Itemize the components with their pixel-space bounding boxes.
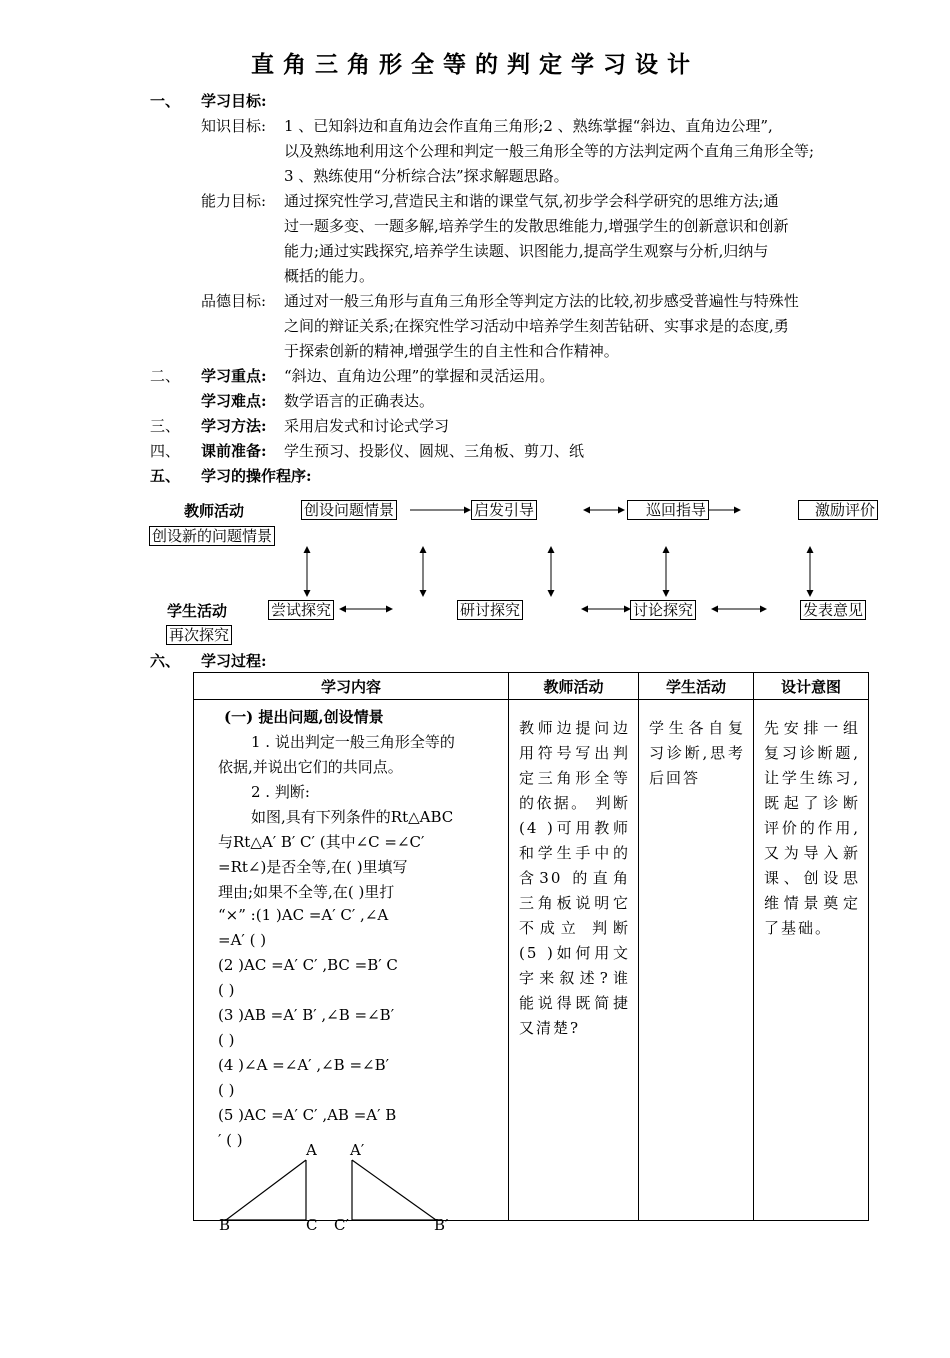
- content-line: 如图,具有下列条件的Rt△ABC: [251, 808, 454, 826]
- content-line: (3 )AB =A′ B′ ,∠B =∠B′: [218, 1006, 395, 1024]
- content-line: 依据,并说出它们的共同点。: [218, 758, 403, 776]
- content-cell: [194, 700, 509, 1234]
- student-step: 研讨探究: [457, 600, 523, 620]
- figure-label-b-prime: B′: [434, 1216, 449, 1234]
- content-line: 1 . 说出判定一般三角形全等的: [251, 733, 455, 751]
- student-activity-label: 学生活动: [167, 602, 228, 620]
- triangle-a2b2c2: [352, 1160, 436, 1220]
- content-line: ( ): [218, 981, 235, 999]
- figure-label-a: A: [306, 1141, 317, 1159]
- section-2-heading: 学习重点:: [201, 367, 267, 385]
- table-header: 学生活动: [639, 673, 754, 700]
- content-line: 与Rt△A′ B′ C′ (其中∠C =∠C′: [218, 833, 425, 851]
- ability-line: 能力;通过实践探究,培养学生读题、识图能力,提高学生观察与分析,归纳与: [284, 242, 769, 260]
- figure-label-c-prime: C′: [334, 1216, 349, 1234]
- content-line: (5 )AC =A′ C′ ,AB =A′ B: [218, 1106, 397, 1124]
- content-line: “×” :(1 )AC =A′ C′ ,∠A: [218, 906, 389, 924]
- section-4-heading: 课前准备:: [201, 442, 267, 460]
- teacher-step: 创设新的问题情景: [149, 526, 275, 546]
- figure-label-b: B: [219, 1216, 231, 1234]
- moral-label: 品德目标:: [201, 292, 267, 310]
- student-step: 发表意见: [800, 600, 866, 620]
- content-line: 2 . 判断:: [251, 783, 310, 801]
- content-heading: (一) 提出问题,创设情景: [224, 708, 384, 726]
- section-2-text: “斜边、直角边公理”的掌握和灵活运用。: [284, 367, 555, 385]
- section-3-number: 三、: [150, 417, 181, 435]
- knowledge-line: 以及熟练地利用这个公理和判定一般三角形全等的方法判定两个直角三角形全等;: [284, 142, 815, 160]
- section-6-number: 六、: [150, 652, 181, 670]
- moral-line: 之间的辩证关系;在探究性学习活动中培养学生刻苦钻研、实事求是的态度,勇: [284, 317, 789, 335]
- teacher-activity-label: 教师活动: [184, 502, 245, 520]
- table-header: 教师活动: [509, 673, 639, 700]
- student-activity-cell: 学生各自复习诊断,思考后回答: [639, 700, 754, 1221]
- ability-line: 概括的能力。: [284, 267, 375, 285]
- triangle-abc: [226, 1160, 306, 1220]
- section-5-number: 五、: [150, 467, 181, 485]
- moral-line: 于探索创新的精神,增强学生的自主性和合作精神。: [284, 342, 619, 360]
- section-3-heading: 学习方法:: [201, 417, 267, 435]
- process-table: [193, 672, 869, 1234]
- student-step: 讨论探究: [630, 600, 696, 620]
- ability-line: 过一题多变、一题多解,培养学生的发散思维能力,增强学生的创新意识和创新: [284, 217, 789, 235]
- teacher-step: 巡回指导: [627, 500, 709, 520]
- content-line: ( ): [218, 1031, 235, 1049]
- content-line: (2 )AC =A′ C′ ,BC =B′ C: [218, 956, 398, 974]
- ability-label: 能力目标:: [201, 192, 267, 210]
- table-header: 设计意图: [754, 673, 869, 700]
- figure-label-a-prime: A′: [350, 1141, 365, 1159]
- knowledge-line: 1 、已知斜边和直角边会作直角三角形;2 、熟练掌握“斜边、直角边公理”,: [284, 117, 773, 135]
- content-line: 理由;如果不全等,在( )里打: [218, 883, 395, 901]
- teacher-step: 启发引导: [471, 500, 537, 520]
- section-4-text: 学生预习、投影仪、圆规、三角板、剪刀、纸: [284, 442, 585, 460]
- ability-line: 通过探究性学习,营造民主和谐的课堂气氛,初步学会科学研究的思维方法;通: [284, 192, 779, 210]
- table-header: 学习内容: [194, 673, 509, 700]
- teacher-activity-cell: 教师边提问边用符号写出判定三角形全等的依据。 判断(4 )可用教师和学生手中的含30 的直角三角板说明它不成立 判断(5 )如何用文字来叙述?谁能说得既简捷又清楚?: [509, 700, 639, 1221]
- table-row: [194, 700, 869, 1221]
- teacher-step: 激励评价: [798, 500, 878, 520]
- section-1-heading: 学习目标:: [201, 92, 267, 110]
- difficulty-heading: 学习难点:: [201, 392, 267, 410]
- page-title: 直角三角形全等的判定学习设计: [251, 52, 699, 78]
- content-line: ′ ( ): [218, 1131, 243, 1149]
- section-3-text: 采用启发式和讨论式学习: [284, 417, 450, 435]
- design-intent-cell: 先安排一组复习诊断题,让学生练习,既起了诊断评价的作用,又为导入新课、创设思维情景奠定了基础。: [754, 700, 869, 1221]
- student-step: 再次探究: [166, 625, 232, 645]
- section-5-heading: 学习的操作程序:: [201, 467, 312, 485]
- flow-arrows: [0, 0, 950, 660]
- content-line: (4 )∠A =∠A′ ,∠B =∠B′: [218, 1056, 390, 1074]
- table-header-row: [194, 673, 869, 700]
- content-line: =A′ ( ): [218, 931, 267, 949]
- moral-line: 通过对一般三角形与直角三角形全等判定方法的比较,初步感受普遍性与特殊性: [284, 292, 799, 310]
- teacher-step: 创设问题情景: [301, 500, 397, 520]
- difficulty-text: 数学语言的正确表达。: [284, 392, 435, 410]
- section-4-number: 四、: [150, 442, 181, 460]
- knowledge-line: 3 、熟练使用“分析综合法”探求解题思路。: [284, 167, 569, 185]
- knowledge-label: 知识目标:: [201, 117, 267, 135]
- content-line: ( ): [218, 1081, 235, 1099]
- content-line: =Rt∠)是否全等,在( )里填写: [218, 858, 408, 876]
- student-step: 尝试探究: [268, 600, 334, 620]
- section-1-number: 一、: [150, 92, 181, 110]
- figure-label-c: C: [306, 1216, 318, 1234]
- section-6-heading: 学习过程:: [201, 652, 267, 670]
- section-2-number: 二、: [150, 367, 181, 385]
